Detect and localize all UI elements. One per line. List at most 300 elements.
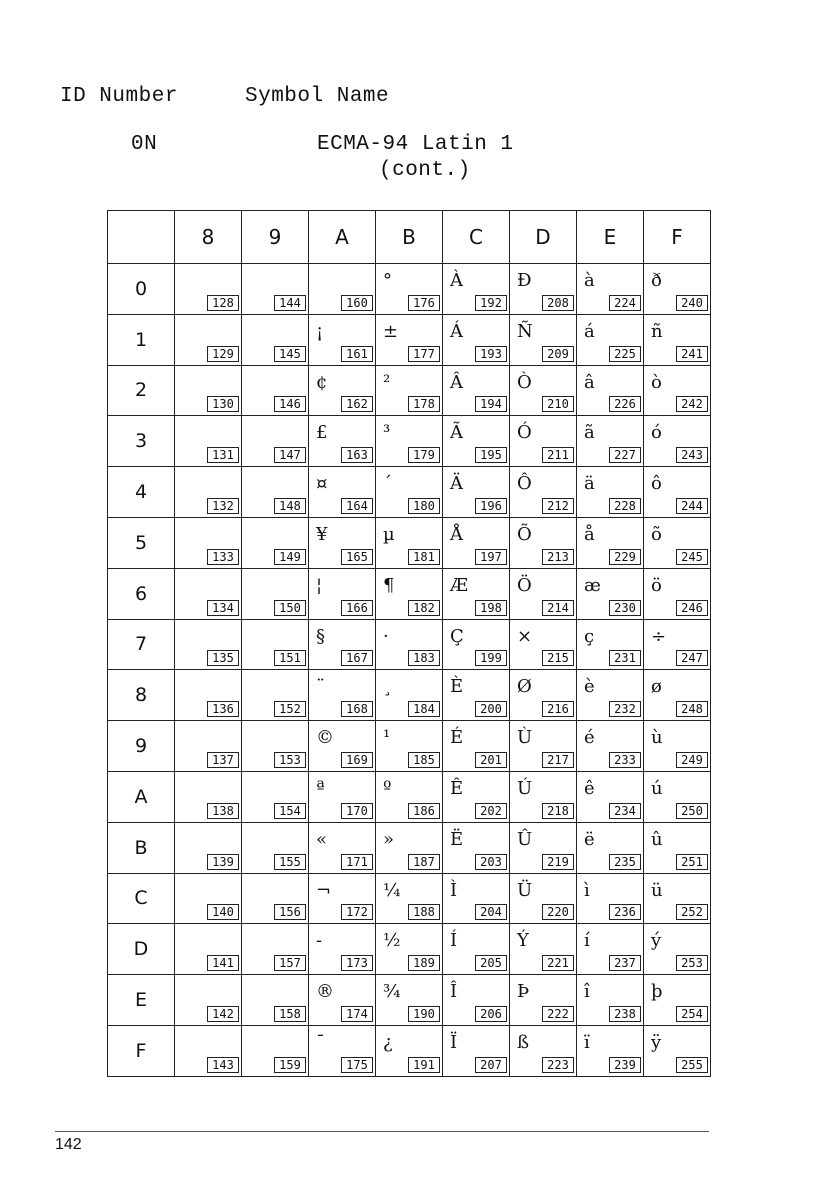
row-header: 3	[108, 416, 175, 467]
character-cell	[175, 467, 242, 518]
character-cell	[175, 721, 242, 772]
character-cell	[309, 1025, 376, 1076]
character-cell	[242, 568, 309, 619]
decimal-code-box: 239	[609, 1057, 641, 1073]
character-cell	[376, 517, 443, 568]
decimal-code-box: 246	[676, 600, 708, 616]
decimal-code-box: 197	[475, 549, 507, 565]
table-row	[108, 975, 711, 1026]
character-glyph: ý	[651, 930, 662, 952]
table-row	[108, 568, 711, 619]
decimal-code-box: 162	[341, 396, 373, 412]
decimal-code-box: 222	[542, 1006, 574, 1022]
character-cell	[175, 822, 242, 873]
character-glyph: ½	[383, 930, 401, 952]
decimal-code-box: 174	[341, 1006, 373, 1022]
character-cell	[242, 924, 309, 975]
character-cell	[376, 771, 443, 822]
decimal-code-box: 153	[274, 752, 306, 768]
decimal-code-box: 234	[609, 803, 641, 819]
character-cell	[510, 365, 577, 416]
decimal-code-box: 195	[475, 447, 507, 463]
character-glyph: ´	[383, 473, 392, 495]
decimal-code-box: 187	[408, 854, 440, 870]
decimal-code-box: 192	[475, 295, 507, 311]
decimal-code-box: 157	[274, 955, 306, 971]
character-cell	[644, 416, 711, 467]
character-cell	[510, 873, 577, 924]
decimal-code-box: 252	[676, 904, 708, 920]
character-glyph: Ü	[517, 879, 533, 901]
row-header: F	[108, 1025, 175, 1076]
column-header: E	[577, 211, 644, 264]
character-cell	[577, 721, 644, 772]
decimal-code-box: 203	[475, 854, 507, 870]
character-glyph: å	[584, 523, 595, 545]
character-glyph: ¸	[383, 676, 392, 698]
table-row	[108, 670, 711, 721]
character-glyph: ¯	[316, 1031, 325, 1053]
character-cell	[510, 924, 577, 975]
decimal-code-box: 245	[676, 549, 708, 565]
character-cell	[577, 467, 644, 518]
row-header: 8	[108, 670, 175, 721]
character-glyph: Þ	[517, 981, 530, 1003]
table-row	[108, 314, 711, 365]
character-glyph: ¥	[316, 523, 328, 545]
character-cell	[242, 975, 309, 1026]
character-glyph: £	[316, 422, 328, 444]
decimal-code-box: 198	[475, 600, 507, 616]
character-glyph: ¤	[316, 473, 328, 495]
character-glyph: Ø	[517, 676, 532, 698]
decimal-code-box: 220	[542, 904, 574, 920]
decimal-code-box: 129	[207, 346, 239, 362]
decimal-code-box: 140	[207, 904, 239, 920]
decimal-code-box: 225	[609, 346, 641, 362]
table-row	[108, 721, 711, 772]
character-cell	[242, 619, 309, 670]
character-glyph: Î	[450, 981, 458, 1003]
character-glyph: ð	[651, 270, 662, 291]
decimal-code-box: 173	[341, 955, 373, 971]
character-cell	[376, 467, 443, 518]
character-glyph: Ú	[517, 777, 533, 799]
character-cell	[175, 517, 242, 568]
decimal-code-box: 232	[609, 701, 641, 717]
character-cell	[443, 314, 510, 365]
column-header: 9	[242, 211, 309, 264]
character-glyph: Ù	[517, 727, 533, 749]
decimal-code-box: 141	[207, 955, 239, 971]
decimal-code-box: 176	[408, 295, 440, 311]
character-glyph: Ô	[517, 473, 532, 495]
decimal-code-box: 133	[207, 549, 239, 565]
decimal-code-box: 160	[341, 295, 373, 311]
character-glyph: ë	[584, 828, 595, 850]
decimal-code-box: 147	[274, 447, 306, 463]
character-cell	[644, 467, 711, 518]
character-glyph: ö	[651, 574, 662, 596]
character-cell	[577, 924, 644, 975]
character-glyph: ³	[383, 422, 391, 444]
decimal-code-box: 253	[676, 955, 708, 971]
character-glyph: ò	[651, 371, 662, 393]
character-cell	[510, 771, 577, 822]
character-cell	[242, 365, 309, 416]
decimal-code-box: 206	[475, 1006, 507, 1022]
decimal-code-box: 185	[408, 752, 440, 768]
row-header: 1	[108, 314, 175, 365]
character-cell	[577, 873, 644, 924]
character-cell	[443, 822, 510, 873]
decimal-code-box: 255	[676, 1057, 708, 1073]
decimal-code-box: 167	[341, 650, 373, 666]
decimal-code-box: 145	[274, 346, 306, 362]
character-cell	[242, 670, 309, 721]
character-cell	[309, 619, 376, 670]
character-cell	[443, 873, 510, 924]
character-glyph: Ç	[450, 625, 464, 647]
decimal-code-box: 148	[274, 498, 306, 514]
decimal-code-box: 150	[274, 600, 306, 616]
character-glyph: ø	[651, 676, 662, 698]
character-cell	[443, 975, 510, 1026]
character-cell	[309, 517, 376, 568]
character-cell	[376, 264, 443, 315]
character-glyph: á	[584, 320, 595, 342]
decimal-code-box: 251	[676, 854, 708, 870]
decimal-code-box: 169	[341, 752, 373, 768]
table-row	[108, 873, 711, 924]
character-glyph: Ö	[517, 574, 532, 596]
character-cell	[577, 568, 644, 619]
character-cell	[175, 314, 242, 365]
character-cell	[376, 365, 443, 416]
decimal-code-box: 248	[676, 701, 708, 717]
decimal-code-box: 241	[676, 346, 708, 362]
decimal-code-box: 152	[274, 701, 306, 717]
decimal-code-box: 249	[676, 752, 708, 768]
character-glyph: Á	[450, 320, 463, 342]
character-cell	[644, 1025, 711, 1076]
character-cell	[309, 975, 376, 1026]
decimal-code-box: 193	[475, 346, 507, 362]
decimal-code-box: 158	[274, 1006, 306, 1022]
character-cell	[175, 568, 242, 619]
decimal-code-box: 155	[274, 854, 306, 870]
column-header: C	[443, 211, 510, 264]
character-cell	[510, 467, 577, 518]
decimal-code-box: 214	[542, 600, 574, 616]
decimal-code-box: 216	[542, 701, 574, 717]
character-glyph: º	[383, 777, 392, 799]
decimal-code-box: 191	[408, 1057, 440, 1073]
character-cell	[644, 975, 711, 1026]
decimal-code-box: 219	[542, 854, 574, 870]
decimal-code-box: 165	[341, 549, 373, 565]
character-glyph: µ	[383, 523, 395, 545]
character-cell	[309, 416, 376, 467]
character-cell	[175, 670, 242, 721]
character-cell	[577, 365, 644, 416]
decimal-code-box: 200	[475, 701, 507, 717]
decimal-code-box: 183	[408, 650, 440, 666]
decimal-code-box: 233	[609, 752, 641, 768]
row-header: B	[108, 822, 175, 873]
character-cell	[309, 264, 376, 315]
decimal-code-box: 212	[542, 498, 574, 514]
decimal-code-box: 227	[609, 447, 641, 463]
character-glyph: ¼	[383, 879, 401, 901]
character-cell	[443, 924, 510, 975]
character-cell	[175, 771, 242, 822]
decimal-code-box: 171	[341, 854, 373, 870]
character-glyph: ·	[383, 625, 389, 647]
character-cell	[242, 721, 309, 772]
character-cell	[242, 771, 309, 822]
character-cell	[175, 975, 242, 1026]
decimal-code-box: 226	[609, 396, 641, 412]
character-cell	[175, 873, 242, 924]
decimal-code-box: 186	[408, 803, 440, 819]
decimal-code-box: 213	[542, 549, 574, 565]
decimal-code-box: 130	[207, 396, 239, 412]
character-set-table	[107, 210, 711, 1077]
table-row	[108, 924, 711, 975]
column-header: B	[376, 211, 443, 264]
decimal-code-box: 204	[475, 904, 507, 920]
decimal-code-box: 135	[207, 650, 239, 666]
character-cell	[443, 721, 510, 772]
character-glyph: Ó	[517, 422, 532, 444]
column-header-row	[108, 211, 711, 264]
character-cell	[242, 517, 309, 568]
character-glyph: Å	[450, 523, 463, 545]
column-header: A	[309, 211, 376, 264]
decimal-code-box: 231	[609, 650, 641, 666]
decimal-code-box: 168	[341, 701, 373, 717]
character-glyph: ä	[584, 473, 595, 495]
decimal-code-box: 144	[274, 295, 306, 311]
decimal-code-box: 228	[609, 498, 641, 514]
character-glyph: Ï	[450, 1031, 458, 1053]
character-glyph: Đ	[517, 270, 532, 291]
decimal-code-box: 247	[676, 650, 708, 666]
decimal-code-box: 178	[408, 396, 440, 412]
decimal-code-box: 131	[207, 447, 239, 463]
character-glyph: æ	[584, 574, 601, 596]
decimal-code-box: 202	[475, 803, 507, 819]
symbol-name-heading: Symbol Name	[245, 85, 390, 108]
decimal-code-box: 134	[207, 600, 239, 616]
character-glyph: þ	[651, 981, 663, 1003]
character-cell	[510, 416, 577, 467]
table-row	[108, 771, 711, 822]
decimal-code-box: 163	[341, 447, 373, 463]
decimal-code-box: 201	[475, 752, 507, 768]
decimal-code-box: 230	[609, 600, 641, 616]
character-glyph: Æ	[450, 574, 469, 596]
character-cell	[242, 314, 309, 365]
character-glyph: Ä	[450, 473, 463, 495]
character-glyph: Ñ	[517, 320, 533, 342]
character-cell	[309, 568, 376, 619]
character-cell	[376, 568, 443, 619]
character-cell	[644, 517, 711, 568]
character-glyph: Ê	[450, 777, 464, 799]
character-glyph: à	[584, 270, 595, 291]
character-glyph: Â	[450, 371, 463, 393]
character-cell	[443, 365, 510, 416]
character-cell	[242, 822, 309, 873]
character-glyph: Í	[450, 930, 458, 952]
character-glyph: ×	[517, 625, 533, 647]
character-cell	[510, 822, 577, 873]
row-header: D	[108, 924, 175, 975]
decimal-code-box: 179	[408, 447, 440, 463]
decimal-code-box: 188	[408, 904, 440, 920]
decimal-code-box: 164	[341, 498, 373, 514]
decimal-code-box: 254	[676, 1006, 708, 1022]
decimal-code-box: 250	[676, 803, 708, 819]
character-cell	[309, 467, 376, 518]
character-cell	[376, 416, 443, 467]
character-glyph: §	[316, 625, 325, 647]
decimal-code-box: 224	[609, 295, 641, 311]
table-row	[108, 1025, 711, 1076]
decimal-code-box: 146	[274, 396, 306, 412]
character-glyph: ú	[651, 777, 663, 799]
column-header: D	[510, 211, 577, 264]
decimal-code-box: 199	[475, 650, 507, 666]
character-glyph: -	[316, 930, 323, 952]
decimal-code-box: 205	[475, 955, 507, 971]
character-glyph: é	[584, 727, 595, 749]
character-cell	[309, 670, 376, 721]
character-glyph: í	[584, 930, 590, 952]
decimal-code-box: 208	[542, 295, 574, 311]
row-header: 9	[108, 721, 175, 772]
character-glyph: ¿	[383, 1031, 393, 1053]
character-glyph: Ý	[517, 930, 529, 952]
character-glyph: ü	[651, 879, 663, 901]
decimal-code-box: 184	[408, 701, 440, 717]
character-glyph: À	[450, 270, 463, 291]
character-cell	[644, 619, 711, 670]
character-glyph: ã	[584, 422, 595, 444]
decimal-code-box: 242	[676, 396, 708, 412]
character-cell	[443, 467, 510, 518]
character-cell	[242, 873, 309, 924]
character-glyph: »	[383, 828, 395, 850]
table-row	[108, 416, 711, 467]
decimal-code-box: 229	[609, 549, 641, 565]
character-glyph: É	[450, 727, 464, 749]
decimal-code-box: 170	[341, 803, 373, 819]
decimal-code-box: 235	[609, 854, 641, 870]
table-row	[108, 467, 711, 518]
character-cell	[644, 721, 711, 772]
character-cell	[510, 1025, 577, 1076]
character-glyph: ô	[651, 473, 662, 495]
character-cell	[644, 314, 711, 365]
character-cell	[577, 517, 644, 568]
character-cell	[644, 568, 711, 619]
character-cell	[577, 822, 644, 873]
character-glyph: ¦	[316, 574, 323, 596]
character-cell	[644, 924, 711, 975]
decimal-code-box: 215	[542, 650, 574, 666]
decimal-code-box: 218	[542, 803, 574, 819]
decimal-code-box: 149	[274, 549, 306, 565]
decimal-code-box: 210	[542, 396, 574, 412]
column-header: 8	[175, 211, 242, 264]
character-glyph: ñ	[651, 320, 663, 342]
table-row	[108, 822, 711, 873]
decimal-code-box: 138	[207, 803, 239, 819]
character-cell	[376, 721, 443, 772]
character-cell	[644, 822, 711, 873]
character-glyph: ª	[316, 777, 325, 799]
decimal-code-box: 161	[341, 346, 373, 362]
row-header: 4	[108, 467, 175, 518]
character-glyph: ¡	[316, 320, 324, 342]
character-cell	[644, 670, 711, 721]
id-number-value: 0N	[131, 133, 158, 156]
character-glyph: ß	[517, 1031, 530, 1053]
decimal-code-box: 156	[274, 904, 306, 920]
character-glyph: ï	[584, 1031, 590, 1053]
character-cell	[309, 365, 376, 416]
character-glyph: ¢	[316, 371, 328, 393]
page-number: 142	[55, 1136, 82, 1153]
character-cell	[443, 670, 510, 721]
decimal-code-box: 159	[274, 1057, 306, 1073]
character-cell	[644, 365, 711, 416]
decimal-code-box: 132	[207, 498, 239, 514]
decimal-code-box: 190	[408, 1006, 440, 1022]
row-header: A	[108, 771, 175, 822]
corner-cell	[108, 211, 175, 264]
character-glyph: û	[651, 828, 663, 850]
decimal-code-box: 181	[408, 549, 440, 565]
row-header: 5	[108, 517, 175, 568]
character-cell	[242, 1025, 309, 1076]
character-glyph: ç	[584, 625, 595, 647]
decimal-code-box: 238	[609, 1006, 641, 1022]
character-glyph: õ	[651, 523, 662, 545]
decimal-code-box: 139	[207, 854, 239, 870]
character-cell	[376, 1025, 443, 1076]
character-cell	[242, 264, 309, 315]
character-cell	[644, 264, 711, 315]
row-header: 0	[108, 264, 175, 315]
character-cell	[443, 264, 510, 315]
character-cell	[242, 416, 309, 467]
character-glyph: ó	[651, 422, 662, 444]
character-cell	[510, 568, 577, 619]
row-header: 6	[108, 568, 175, 619]
character-cell	[577, 264, 644, 315]
character-glyph: ¾	[383, 981, 401, 1003]
character-cell	[309, 924, 376, 975]
character-cell	[510, 975, 577, 1026]
decimal-code-box: 151	[274, 650, 306, 666]
character-cell	[175, 1025, 242, 1076]
character-cell	[376, 873, 443, 924]
character-cell	[510, 517, 577, 568]
